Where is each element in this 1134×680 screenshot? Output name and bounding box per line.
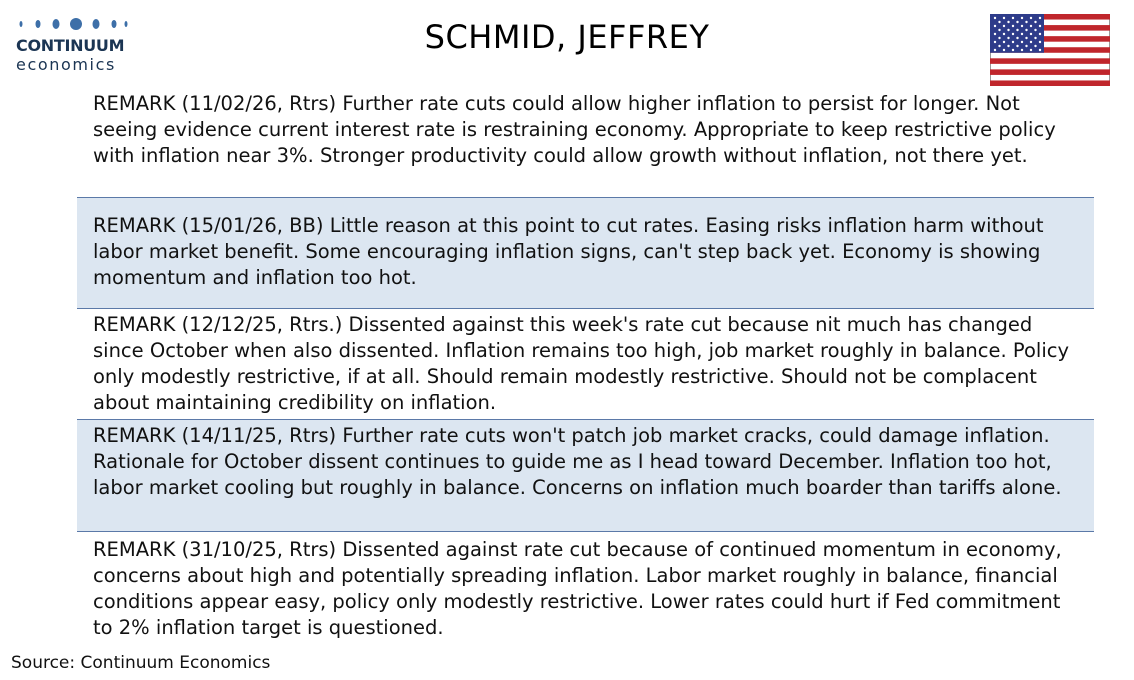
remarks-list	[77, 88, 1094, 644]
remark-row: REMARK (12/12/25, Rtrs.) Dissented against this week's rate cut because nit much has changed since October when also dissented. Inflation remains too high, job market roughly in balance. Policy only modestly restrictive, if at all. Should remain modestly restrictive. Should not be complacent about maintaining credibility on inflation.	[93, 313, 1069, 414]
remark-row: REMARK (31/10/25, Rtrs) Dissented against rate cut because of continued momentum in economy, concerns about high and potentially spreading inflation. Labor market roughly in balance, financial conditions appear easy, policy only modestly restrictive. Lower rates could hurt if Fed commitment to 2% inflation target is questioned.	[93, 538, 1062, 639]
remark-row: REMARK (14/11/25, Rtrs) Further rate cuts won't patch job market cracks, could damage inflation. Rationale for October dissent continues to guide me as I head toward December. Inflation too hot, labor market cooling but roughly in balance. Concerns on inflation much boarder than tariffs alone.	[77, 420, 1094, 531]
source-note: Source: Continuum Economics	[11, 653, 271, 673]
logo-wordmark: CONTINUUM	[16, 36, 125, 55]
page-title: SCHMID, JEFFREY	[424, 18, 710, 56]
remark-row: REMARK (15/01/26, BB) Little reason at this point to cut rates. Easing risks inflation harm without labor market benefit. Some encouraging inflation signs, can't step back yet. Economy is showing momentum and inflation too hot.	[77, 198, 1094, 308]
remark-row: REMARK (11/02/26, Rtrs) Further rate cuts could allow higher inflation to persist for longer. Not seeing evidence current interest rate is restraining economy. Appropriate to keep restrictive policy with inflation near 3%. Stronger productivity could allow growth without inflation, not there yet.	[93, 92, 1056, 167]
us-flag-icon	[990, 14, 1110, 86]
logo-subtitle: economics	[16, 55, 116, 74]
